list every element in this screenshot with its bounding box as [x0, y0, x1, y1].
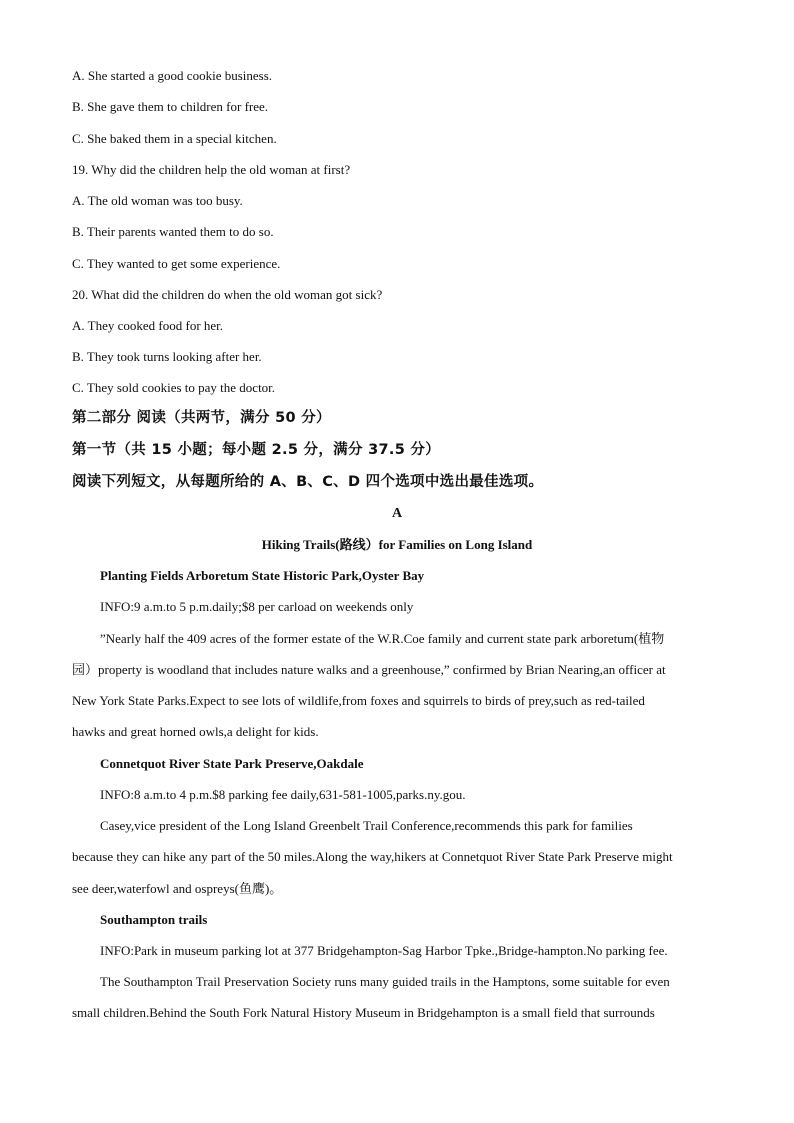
park1-paragraph-line: New York State Parks.Expect to see lots of wildlife,from foxes and squirrels to birds of prey,such as red-tailed	[72, 693, 645, 708]
park2-paragraph-line: Casey,vice president of the Long Island Greenbelt Trail Conference,recommends this park for families	[100, 818, 633, 833]
part2-heading: 第二部分 阅读（共两节，满分 50 分）	[72, 410, 331, 426]
park1-paragraph-line: ”Nearly half the 409 acres of the former estate of the W.R.Coe family and current state park arboretum(植物	[100, 631, 665, 646]
park2-paragraph-line: because they can hike any part of the 50 miles.Along the way,hikers at Connetquot River State Park Preserve might	[72, 849, 673, 864]
q18-option-b: B. She gave them to children for free.	[72, 99, 269, 114]
park1-info: INFO:9 a.m.to 5 p.m.daily;$8 per carload on weekends only	[100, 599, 414, 614]
section1-heading: 第一节（共 15 小题；每小题 2.5 分，满分 37.5 分）	[72, 442, 441, 458]
q20-stem: 20. What did the children do when the old woman got sick?	[72, 287, 383, 302]
park1-name: Planting Fields Arboretum State Historic Park,Oyster Bay	[100, 568, 425, 583]
park2-info: INFO:8 a.m.to 4 p.m.$8 parking fee daily,631-581-1005,parks.ny.gou.	[100, 787, 466, 802]
park3-paragraph-line: The Southampton Trail Preservation Society runs many guided trails in the Hamptons, some suitable for even	[100, 974, 670, 989]
q20-option-a: A. They cooked food for her.	[72, 318, 224, 333]
park1-paragraph-line: 园）property is woodland that includes nature walks and a greenhouse,” confirmed by Brian Nearing,an officer at	[72, 662, 666, 677]
q19-option-a: A. The old woman was too busy.	[72, 193, 243, 208]
q18-option-c: C. She baked them in a special kitchen.	[72, 131, 277, 146]
park3-paragraph-line: small children.Behind the South Fork Natural History Museum in Bridgehampton is a small field that surrounds	[72, 1005, 655, 1020]
park3-name: Southampton trails	[100, 912, 208, 927]
q19-option-b: B. Their parents wanted them to do so.	[72, 224, 274, 239]
park3-info: INFO:Park in museum parking lot at 377 Bridgehampton-Sag Harbor Tpke.,Bridge-hampton.No parking fee.	[100, 943, 668, 958]
q19-option-c: C. They wanted to get some experience.	[72, 256, 281, 271]
park2-name: Connetquot River State Park Preserve,Oakdale	[100, 756, 364, 771]
q20-option-c: C. They sold cookies to pay the doctor.	[72, 380, 276, 395]
q19-stem: 19. Why did the children help the old woman at first?	[72, 162, 351, 177]
reading-instruction: 阅读下列短文，从每题所给的 A、B、C、D 四个选项中选出最佳选项。	[72, 474, 544, 490]
q20-option-b: B. They took turns looking after her.	[72, 349, 262, 364]
passage-letter: A	[391, 506, 403, 521]
park1-paragraph-line: hawks and great horned owls,a delight for kids.	[72, 724, 319, 739]
park2-paragraph-line: see deer,waterfowl and ospreys(鱼鹰)。	[72, 881, 283, 896]
passage-title: Hiking Trails(路线）for Families on Long Island	[261, 537, 533, 552]
q18-option-a: A. She started a good cookie business.	[72, 68, 273, 83]
